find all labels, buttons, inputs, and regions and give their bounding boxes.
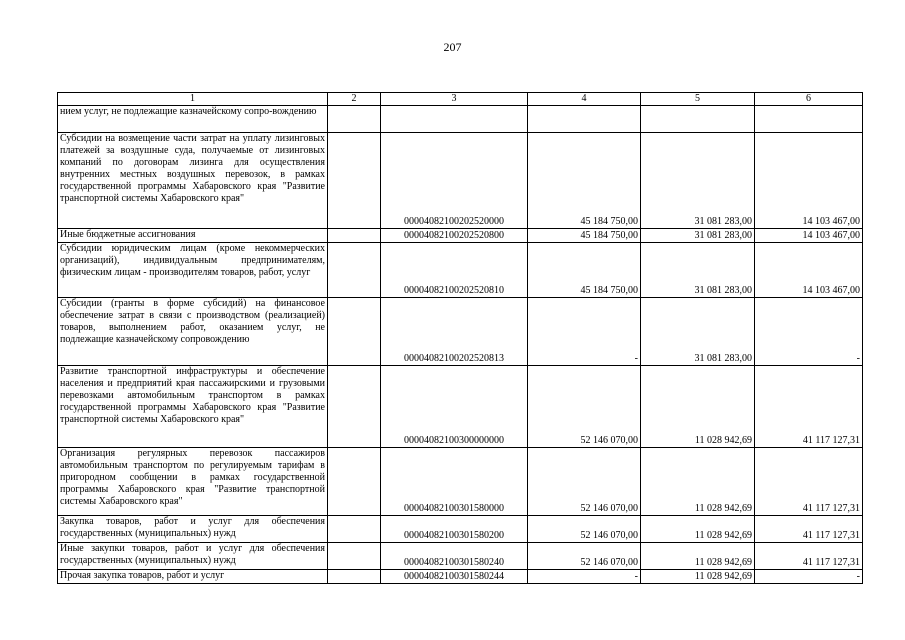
budget-table	[57, 92, 863, 584]
row-col2	[328, 543, 381, 570]
row-value-6	[755, 106, 863, 133]
page-number: 207	[443, 40, 462, 54]
row-value-5: 11 028 942,69	[641, 570, 755, 584]
row-code: 00004082100301580240	[381, 543, 528, 570]
table-row	[58, 229, 863, 243]
row-value-6: 14 103 467,00	[755, 243, 863, 298]
row-code	[381, 106, 528, 133]
row-value-5: 11 028 942,69	[641, 543, 755, 570]
row-col2	[328, 229, 381, 243]
header-cell: 2	[328, 93, 381, 106]
row-col2	[328, 243, 381, 298]
row-value-4: -	[528, 570, 641, 584]
row-name: Организация регулярных перевозок пассажиров автомобильным транспортом по регулируемым тарифам в пригородном сообщении в рамках государственной программы Хабаровского края "Развитие транспортной системы Хабаровского края"	[58, 448, 328, 516]
row-value-4: 45 184 750,00	[528, 229, 641, 243]
row-value-5	[641, 106, 755, 133]
header-cell: 5	[641, 93, 755, 106]
row-code: 00004082100202520800	[381, 229, 528, 243]
row-name: Иные бюджетные ассигнования	[58, 229, 328, 243]
row-value-5: 31 081 283,00	[641, 229, 755, 243]
row-value-4: 52 146 070,00	[528, 516, 641, 543]
row-value-6: 41 117 127,31	[755, 516, 863, 543]
table-row	[58, 133, 863, 229]
row-col2	[328, 570, 381, 584]
row-value-6: -	[755, 298, 863, 366]
row-value-5: 31 081 283,00	[641, 243, 755, 298]
row-name: Закупка товаров, работ и услуг для обеспечения государственных (муниципальных) нужд	[58, 516, 328, 543]
row-col2	[328, 106, 381, 133]
row-code: 00004082100301580000	[381, 448, 528, 516]
row-col2	[328, 366, 381, 448]
row-col2	[328, 133, 381, 229]
row-code: 00004082100202520000	[381, 133, 528, 229]
row-name: Субсидии (гранты в форме субсидий) на финансовое обеспечение затрат в связи с производством (реализацией) товаров, выполнением работ, оказанием услуг, не подлежащие казначейскому сопровождению	[58, 298, 328, 366]
row-value-5: 11 028 942,69	[641, 366, 755, 448]
row-value-6: 41 117 127,31	[755, 543, 863, 570]
row-name: нием услуг, не подлежащие казначейскому сопро-вождению	[58, 106, 328, 133]
row-value-6: 14 103 467,00	[755, 229, 863, 243]
table-row	[58, 570, 863, 584]
row-value-6: 41 117 127,31	[755, 366, 863, 448]
row-value-4: 52 146 070,00	[528, 543, 641, 570]
header-cell: 6	[755, 93, 863, 106]
row-value-4: 52 146 070,00	[528, 366, 641, 448]
row-value-5: 31 081 283,00	[641, 133, 755, 229]
row-name: Развитие транспортной инфраструктуры и обеспечение населения и предприятий края пассажирскими и грузовыми перевозками автомобильным транспортом в рамках государственной программы Хабаровского края "Развитие транспортной системы Хабаровского края"	[58, 366, 328, 448]
row-value-6: -	[755, 570, 863, 584]
row-code: 00004082100301580244	[381, 570, 528, 584]
row-value-4: -	[528, 298, 641, 366]
row-value-4: 45 184 750,00	[528, 133, 641, 229]
row-code: 00004082100202520810	[381, 243, 528, 298]
table-row	[58, 106, 863, 133]
table-row	[58, 543, 863, 570]
row-value-5: 11 028 942,69	[641, 448, 755, 516]
row-name: Иные закупки товаров, работ и услуг для обеспечения государственных (муниципальных) нужд	[58, 543, 328, 570]
row-col2	[328, 298, 381, 366]
row-code: 00004082100300000000	[381, 366, 528, 448]
row-value-5: 31 081 283,00	[641, 298, 755, 366]
table-header-row	[58, 93, 863, 106]
header-cell: 3	[381, 93, 528, 106]
row-value-4: 52 146 070,00	[528, 448, 641, 516]
row-name: Субсидии на возмещение части затрат на уплату лизинговых платежей за воздушные суда, получаемые от лизинговых компаний по договорам лизинга для осуществления внутренних местных воздушных перевозок, в рамках государственной программы Хабаровского края "Развитие транспортной системы Хабаровского края"	[58, 133, 328, 229]
table-row	[58, 516, 863, 543]
row-value-6: 14 103 467,00	[755, 133, 863, 229]
header-cell: 1	[58, 93, 328, 106]
header-cell: 4	[528, 93, 641, 106]
row-name: Прочая закупка товаров, работ и услуг	[58, 570, 328, 584]
row-code: 00004082100301580200	[381, 516, 528, 543]
table-row	[58, 298, 863, 366]
row-value-6: 41 117 127,31	[755, 448, 863, 516]
row-col2	[328, 516, 381, 543]
row-value-5: 11 028 942,69	[641, 516, 755, 543]
table-row	[58, 448, 863, 516]
row-name: Субсидии юридическим лицам (кроме некоммерческих организаций), индивидуальным предпринимателям, физическим лицам - производителям товаров, работ, услуг	[58, 243, 328, 298]
table-row	[58, 366, 863, 448]
table-row	[58, 243, 863, 298]
row-value-4: 45 184 750,00	[528, 243, 641, 298]
row-col2	[328, 448, 381, 516]
row-value-4	[528, 106, 641, 133]
row-code: 00004082100202520813	[381, 298, 528, 366]
